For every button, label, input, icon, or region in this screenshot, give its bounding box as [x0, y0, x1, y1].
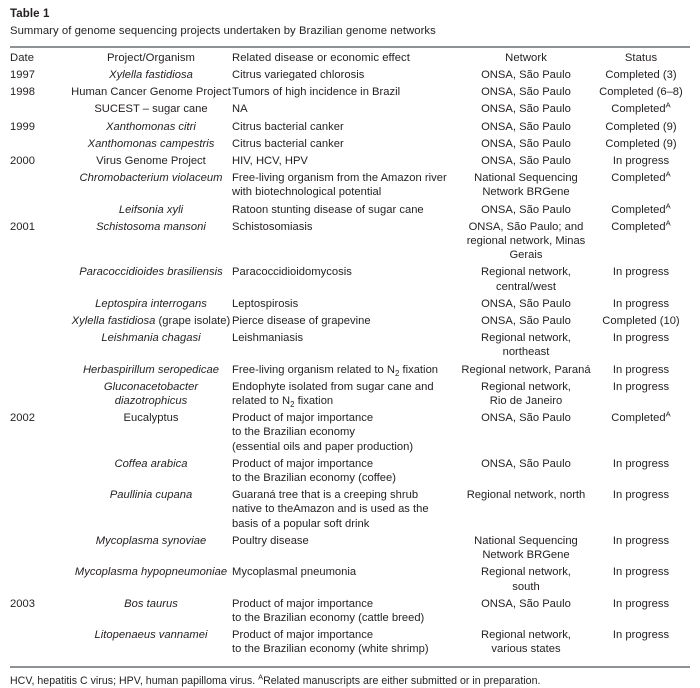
- table-header: [10, 52, 690, 68]
- cell-project-organism: Leishmania chagasi: [101, 332, 201, 345]
- footnote-note-text: Related manuscripts are either submitted or in preparation.: [263, 674, 541, 687]
- cell-network: ONSA, São Paulo: [481, 69, 571, 81]
- cell-status: In progress: [612, 534, 670, 547]
- cell-date: [10, 297, 70, 314]
- cell-related-disease: Ratoon stunting disease of sugar cane: [232, 203, 424, 216]
- cell-project-organism: Leifsonia xyli: [118, 203, 184, 216]
- cell-related-disease: Citrus bacterial canker: [232, 120, 344, 133]
- table-row: [10, 137, 690, 154]
- cell-project-organism: Coffea arabica: [114, 457, 188, 470]
- cell-related-disease: Endophyte isolated from sugar cane and related to $N_2$ fixation: [232, 380, 434, 410]
- cell-related-disease: Citrus bacterial canker: [232, 137, 344, 150]
- cell-network: ONSA, São Paulo: [481, 120, 571, 133]
- table-number-label: Table 1: [10, 8, 50, 20]
- cell-status: In progress: [612, 566, 670, 579]
- cell-project-organism: Herbaspirillum seropedicae: [82, 363, 220, 376]
- cell-related-disease: Citrus variegated chlorosis: [232, 69, 365, 81]
- cell-project-organism: SUCEST – sugar cane: [94, 103, 208, 116]
- table-row: [10, 565, 690, 596]
- table-row: [10, 297, 690, 314]
- table-row: [10, 628, 690, 659]
- genome-projects-table: [10, 52, 690, 660]
- table-row: [10, 203, 690, 220]
- cell-network: ONSA, São Paulo: [481, 315, 571, 328]
- cell-related-disease: Product of major importance to the Brazilian economy (essential oils and paper production): [232, 412, 414, 453]
- table-row: [10, 171, 690, 202]
- cell-status: In progress: [612, 332, 670, 345]
- cell-related-disease: Pierce disease of grapevine: [232, 315, 371, 328]
- cell-project-organism: Xylella fastidiosa: [109, 69, 193, 81]
- cell-status: Completed (9): [605, 120, 677, 133]
- cell-date: 2002: [10, 412, 35, 425]
- cell-date: 2003: [10, 597, 35, 610]
- cell-status: Completed$^A$: [611, 218, 671, 233]
- table-row: [10, 597, 690, 628]
- column-header-network: Network: [505, 52, 547, 64]
- footnote-marker: A: [258, 671, 264, 681]
- table-row: [10, 154, 690, 171]
- cell-date: [10, 565, 70, 596]
- cell-date: [10, 457, 70, 488]
- cell-project-organism: Xylella fastidiosa (grape isolate): [71, 315, 231, 328]
- cell-related-disease: Schistosomiasis: [232, 220, 313, 233]
- cell-date: [10, 203, 70, 220]
- cell-network: Regional network, south: [481, 566, 571, 593]
- cell-project-organism: Eucalyptus: [123, 412, 179, 425]
- cell-date: [10, 488, 70, 534]
- cell-network: ONSA, São Paulo: [481, 155, 571, 168]
- cell-date: [10, 102, 70, 119]
- cell-status: In progress: [612, 457, 670, 470]
- cell-project-organism: Paullinia cupana: [109, 489, 193, 502]
- cell-related-disease: HIV, HCV, HPV: [232, 155, 308, 168]
- cell-network: Regional network, various states: [481, 629, 571, 656]
- table-row: [10, 411, 690, 457]
- table-row: [10, 102, 690, 119]
- table-row: [10, 363, 690, 380]
- cell-network: ONSA, São Paulo: [481, 457, 571, 470]
- cell-date: [10, 137, 70, 154]
- cell-date: [10, 314, 70, 331]
- cell-status: In progress: [612, 380, 670, 393]
- table-row: [10, 314, 690, 331]
- cell-date: [10, 363, 70, 380]
- cell-related-disease: Tumors of high incidence in Brazil: [232, 86, 401, 99]
- cell-network: Regional network, Paraná: [461, 363, 591, 376]
- cell-network: Regional network, Rio de Janeiro: [481, 380, 571, 408]
- table-row: [10, 68, 690, 85]
- cell-date: [10, 628, 70, 659]
- cell-date: [10, 265, 70, 296]
- cell-status: In progress: [612, 155, 670, 168]
- table-row: [10, 331, 690, 362]
- cell-date: [10, 171, 70, 202]
- cell-status: Completed$^A$: [611, 200, 671, 216]
- cell-network: ONSA, São Paulo: [481, 86, 571, 99]
- cell-network: National Sequencing Network BRGene: [474, 172, 578, 199]
- cell-network: Regional network, north: [466, 489, 586, 502]
- cell-date: [10, 534, 70, 565]
- cell-network: ONSA, São Paulo: [481, 203, 571, 216]
- cell-related-disease: NA: [232, 103, 248, 116]
- table-body: [10, 68, 690, 660]
- cell-network: National Sequencing Network BRGene: [474, 534, 578, 562]
- cell-date: 1999: [10, 120, 35, 133]
- cell-network: ONSA, São Paulo: [481, 597, 571, 610]
- cell-related-disease: Product of major importance to the Brazilian economy (cattle breed): [232, 597, 425, 624]
- table-row: [10, 488, 690, 534]
- cell-project-organism: Litopenaeus vannamei: [94, 629, 208, 642]
- cell-project-organism: Xanthomonas campestris: [87, 137, 215, 150]
- cell-project-organism: Human Cancer Genome Project: [71, 86, 231, 99]
- cell-status: In progress: [612, 363, 670, 376]
- cell-project-organism: Paracoccidioides brasiliensis: [79, 266, 223, 279]
- cell-related-disease: Leptospirosis: [232, 297, 299, 310]
- table-row: [10, 534, 690, 565]
- cell-network: ONSA, São Paulo; and regional network, Minas Gerais: [466, 220, 586, 262]
- cell-project-organism: Leptospira interrogans: [95, 297, 207, 310]
- column-header-date: Date: [10, 52, 35, 64]
- cell-status: In progress: [612, 297, 670, 310]
- cell-status: In progress: [612, 266, 670, 279]
- cell-project-organism: Virus Genome Project: [96, 155, 206, 168]
- cell-network: Regional network, northeast: [481, 332, 571, 359]
- cell-status: Completed$^A$: [611, 409, 671, 425]
- column-header-project: Project/Organism: [106, 52, 196, 64]
- cell-date: 1997: [10, 69, 35, 81]
- cell-related-disease: Free-living organism from the Amazon river with biotechnological potential: [232, 172, 447, 199]
- table-row: [10, 120, 690, 137]
- cell-project-organism: Gluconacetobacter diazotrophicus: [103, 380, 199, 408]
- cell-status: Completed (3): [605, 69, 677, 81]
- cell-date: 2001: [10, 220, 35, 233]
- cell-status: Completed (6–8): [599, 86, 683, 99]
- table-row: [10, 457, 690, 488]
- cell-project-organism: Xanthomonas citri: [106, 120, 196, 133]
- cell-project-organism: Bos taurus: [124, 597, 178, 610]
- footnote-abbreviations: HCV, hepatitis C virus; HPV, human papilloma virus.: [10, 674, 259, 687]
- table-row: [10, 380, 690, 411]
- table-row: [10, 220, 690, 266]
- cell-network: ONSA, São Paulo: [481, 297, 571, 310]
- cell-related-disease: Guaraná tree that is a creeping shrub native to theAmazon and is used as the basis of a popular soft drink: [232, 489, 429, 530]
- table-top-rule: [10, 46, 690, 48]
- cell-date: 2000: [10, 155, 35, 168]
- cell-related-disease: Poultry disease: [232, 534, 309, 547]
- cell-network: ONSA, São Paulo: [481, 412, 571, 425]
- table-bottom-rule: [10, 666, 690, 668]
- cell-status: Completed (9): [605, 137, 677, 150]
- cell-status: In progress: [612, 489, 670, 502]
- cell-date: [10, 331, 70, 362]
- cell-status: Completed$^A$: [611, 169, 671, 185]
- table-row: [10, 265, 690, 296]
- table-row: [10, 85, 690, 102]
- cell-related-disease: Product of major importance to the Brazilian economy (white shrimp): [232, 629, 429, 656]
- cell-status: In progress: [612, 629, 670, 642]
- cell-related-disease: Mycoplasmal pneumonia: [232, 566, 357, 579]
- cell-status: Completed (10): [602, 315, 680, 328]
- table-caption-block: [0, 0, 700, 39]
- cell-network: ONSA, São Paulo: [481, 103, 571, 116]
- column-header-status: Status: [624, 52, 658, 64]
- cell-date: [10, 380, 70, 411]
- cell-related-disease: Leishmaniasis: [232, 332, 304, 345]
- cell-network: ONSA, São Paulo: [481, 137, 571, 150]
- table-footnote: [10, 671, 690, 688]
- cell-project-organism: Schistosoma mansoni: [96, 220, 206, 233]
- column-header-disease: Related disease or economic effect: [232, 52, 410, 64]
- cell-related-disease: Product of major importance to the Brazilian economy (coffee): [232, 457, 396, 485]
- table-caption-text: Summary of genome sequencing projects undertaken by Brazilian genome networks: [10, 25, 436, 37]
- cell-project-organism: Chromobacterium violaceum: [79, 172, 223, 185]
- table-header-row: [10, 52, 690, 68]
- cell-project-organism: Mycoplasma hypopneumoniae: [74, 566, 228, 579]
- cell-status: Completed$^A$: [611, 100, 671, 116]
- cell-status: In progress: [612, 597, 670, 610]
- cell-related-disease: Free-living organism related to $N_2$ fixation: [232, 363, 439, 378]
- cell-project-organism: Mycoplasma synoviae: [95, 534, 207, 547]
- cell-related-disease: Paracoccidioidomycosis: [232, 266, 352, 279]
- cell-date: 1998: [10, 86, 35, 99]
- cell-network: Regional network, central/west: [481, 266, 571, 293]
